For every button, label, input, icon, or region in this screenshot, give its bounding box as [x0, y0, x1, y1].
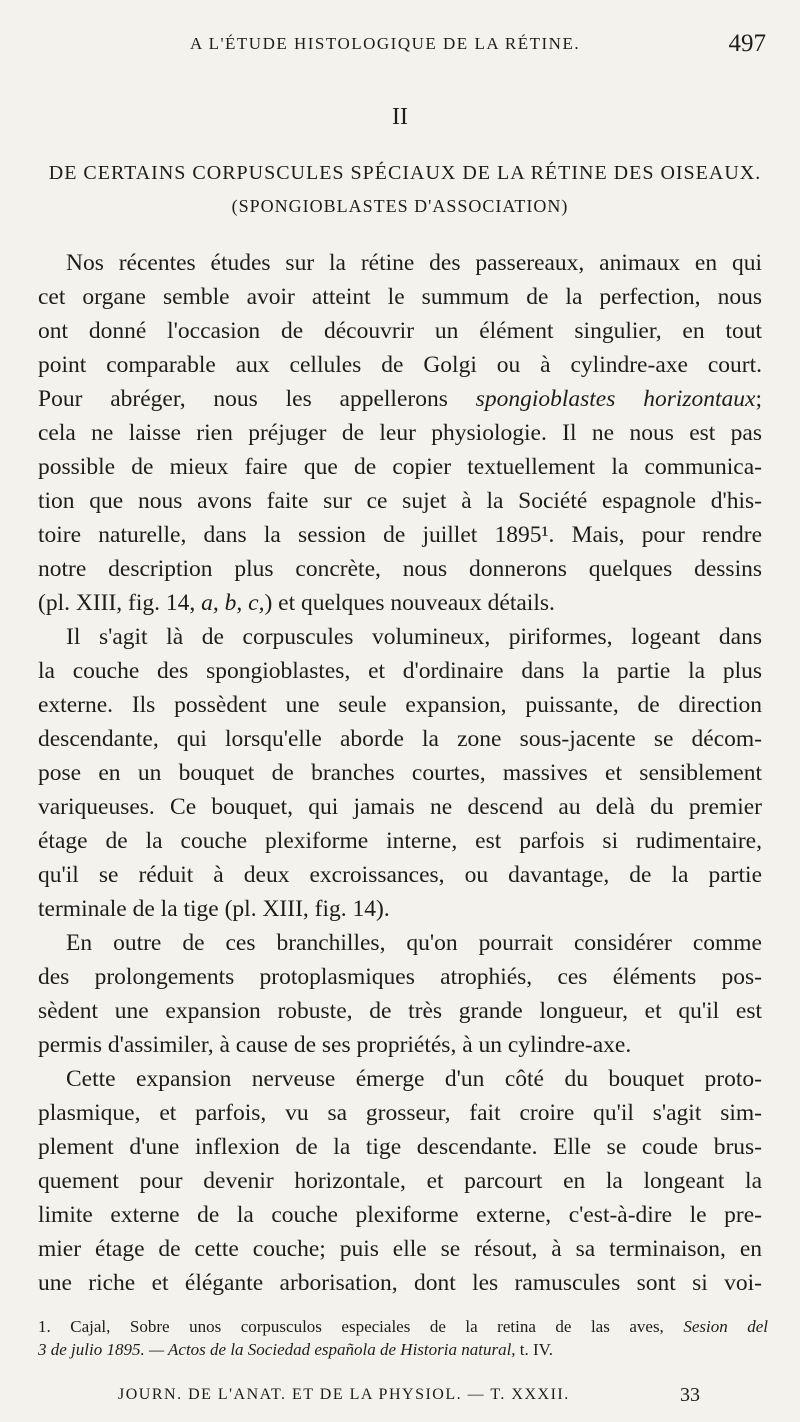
section-title: DE CERTAINS CORPUSCULES SPÉCIAUX DE LA RÉTINE DES OISEAUX.	[48, 162, 762, 184]
text-line: quement pour devenir horizontale, et parcourt en la longeant la	[38, 1168, 762, 1194]
footnote-line	[38, 1315, 768, 1338]
text-segment: ;	[755, 386, 763, 412]
text-line: une riche et élégante arborisation, dont les ramuscules sont si voi-	[38, 1270, 762, 1296]
text-line: cela ne laisse rien préjuger de leur physiologie. Il ne nous est pas	[38, 420, 762, 446]
body-text	[38, 246, 762, 1300]
text-segment: ) et quelques nouveaux détails.	[264, 590, 555, 616]
text-line: descendante, qui lorsqu'elle aborde la zone sous-jacente se décom-	[38, 726, 762, 752]
italic-term: spongioblastes horizontaux	[475, 386, 756, 412]
running-head	[0, 30, 800, 60]
text-line: point comparable aux cellules de Golgi ou à cylindre-axe court.	[38, 352, 762, 378]
page-number: 497	[728, 30, 766, 57]
text-line: plasmique, et parfois, vu sa grosseur, fait croire qu'il s'agit sim-	[38, 1100, 762, 1126]
text-line: terminale de la tige (pl. XIII, fig. 14).	[38, 896, 390, 922]
journal-line: JOURN. DE L'ANAT. ET DE LA PHYSIOL. — T. XXXII.	[118, 1386, 570, 1403]
italic-figure-parts: a, b, c,	[201, 590, 265, 616]
text-line: Il s'agit là de corpuscules volumineux, piriformes, logeant dans	[66, 624, 762, 650]
footnote-italic: Sesion del	[683, 1317, 768, 1336]
text-line	[38, 586, 762, 620]
text-line: variqueuses. Ce bouquet, qui jamais ne descend au delà du premier	[38, 794, 762, 820]
sheet-signature: 33	[680, 1384, 700, 1406]
text-line: plement d'une inflexion de la tige descendante. Elle se coude brus-	[38, 1134, 762, 1160]
text-line: toire naturelle, dans la session de juillet 1895¹. Mais, pour rendre	[38, 522, 762, 548]
footnote-italic: 3 de julio 1895. — Actos de la Sociedad española de Historia natural,	[38, 1340, 516, 1359]
text-segment: (pl. XIII, fig. 14,	[38, 590, 202, 616]
running-title: A L'ÉTUDE HISTOLOGIQUE DE LA RÉTINE.	[190, 34, 581, 53]
page-foot	[0, 1386, 800, 1412]
text-line: notre description plus concrète, nous donnerons quelques dessins	[38, 556, 762, 582]
text-line: des prolongements protoplasmiques atrophiés, ces éléments pos-	[38, 964, 762, 990]
text-line: tion que nous avons faite sur ce sujet à la Société espagnole d'his-	[38, 488, 762, 514]
text-line: la couche des spongioblastes, et d'ordinaire dans la partie la plus	[38, 658, 762, 684]
text-line: permis d'assimiler, à cause de ses propriétés, à un cylindre-axe.	[38, 1032, 632, 1058]
text-line: sèdent une expansion robuste, de très grande longueur, et qu'il est	[38, 998, 762, 1024]
text-line: étage de la couche plexiforme interne, est parfois si rudimentaire,	[38, 828, 762, 854]
text-line: possible de mieux faire que de copier textuellement la communica-	[38, 454, 762, 480]
footnote-text: 1. Cajal, Sobre unos corpusculos especiales de la retina de las aves,	[38, 1317, 684, 1336]
text-line: mier étage de cette couche; puis elle se résout, à sa terminaison, en	[38, 1236, 762, 1262]
footnote-line	[38, 1338, 768, 1361]
section-number: II	[392, 104, 408, 130]
text-segment: Pour abréger, nous les appellerons	[38, 386, 476, 412]
text-line: Nos récentes études sur la rétine des passereaux, animaux en qui	[66, 250, 762, 276]
text-line: cet organe semble avoir atteint le summum de la perfection, nous	[38, 284, 762, 310]
text-line	[38, 382, 762, 416]
footnote-text: t. IV.	[515, 1340, 554, 1359]
section-subtitle: (SPONGIOBLASTES D'ASSOCIATION)	[231, 196, 569, 216]
text-line: pose en un bouquet de branches courtes, massives et sensiblement	[38, 760, 762, 786]
footnote	[38, 1315, 768, 1361]
text-line: En outre de ces branchilles, qu'on pourrait considérer comme	[66, 930, 762, 956]
text-line: Cette expansion nerveuse émerge d'un côté du bouquet proto-	[66, 1066, 762, 1092]
text-line: qu'il se réduit à deux excroissances, ou davantage, de la partie	[38, 862, 762, 888]
text-line: externe. Ils possèdent une seule expansion, puissante, de direction	[38, 692, 762, 718]
text-line: limite externe de la couche plexiforme externe, c'est-à-dire le pre-	[38, 1202, 762, 1228]
text-line: ont donné l'occasion de découvrir un élément singulier, en tout	[38, 318, 762, 344]
